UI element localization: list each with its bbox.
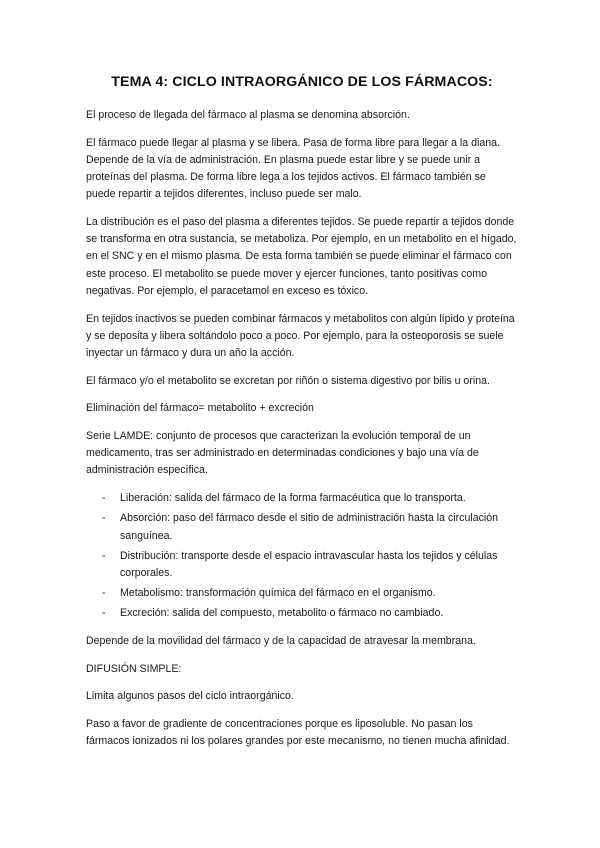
paragraph-elimination-formula: Eliminación del fármaco= metabolito + excreción	[86, 402, 314, 415]
paragraph-limits-steps: Limita algunos pasos del ciclo intraorgánico.	[86, 690, 294, 703]
lamde-list	[86, 490, 518, 622]
list-item-text: Absorción: paso del fármaco desde el sitio de administración hasta la circulación sanguínea.	[120, 512, 499, 542]
list-item-text: Excreción: salida del compuesto, metabolito o fármaco no cambiado.	[120, 607, 444, 620]
paragraph-lamde-definition: Serie LAMDE: conjunto de procesos que caracterizan la evolución temporal de un medicamento, tras ser administrado en determinadas condiciones y bajo una vía de administración específica.	[86, 430, 479, 477]
bullet-dash: -	[102, 512, 106, 525]
list-item	[86, 490, 518, 507]
list-item	[86, 585, 518, 602]
list-item	[86, 510, 518, 544]
list-item-text: Metabolismo: transformación química del fármaco en el organismo.	[120, 587, 436, 600]
paragraph-excretion: El fármaco y/o el metabolito se excretan por riñón o sistema digestivo por bilis u orina.	[86, 374, 490, 387]
list-item	[86, 605, 518, 622]
bullet-dash: -	[102, 492, 106, 505]
paragraph-absorption-intro: El proceso de llegada del fármaco al plasma se denomina absorción.	[86, 109, 410, 121]
paragraph-membrane-mobility: Depende de la movilidad del fármaco y de la capacidad de atravesar la membrana.	[86, 635, 476, 648]
section-heading-simple-diffusion: DIFUSIÓN SIMPLE:	[86, 662, 182, 675]
page-title: TEMA 4: CICLO INTRAORGÁNICO DE LOS FÁRMACOS:	[111, 74, 493, 90]
document-body	[86, 74, 518, 761]
bullet-dash: -	[102, 587, 106, 600]
bullet-dash: -	[102, 607, 106, 620]
paragraph-inactive-tissues: En tejidos inactivos se pueden combinar fármacos y metabolitos con algún lípido y proteína y se deposita y libera soltándolo poco a poco. Por ejemplo, para la osteoporosis se suele inyectar un fármaco y dura un año la acción.	[86, 312, 515, 359]
list-item-text: Distribución: transporte desde el espacio intravascular hasta los tejidos y células corporales.	[120, 549, 498, 579]
list-item	[86, 548, 518, 582]
list-item-text: Liberación: salida del fármaco de la forma farmacéutica que lo transporta.	[120, 492, 466, 505]
paragraph-distribution: La distribución es el paso del plasma a diferentes tejidos. Se puede repartir a tejidos donde se transforma en otra sustancia, se metaboliza. Por ejemplo, en un metabolito en el hígado, en el SNC y en el mismo plasma. De esta forma también se puede eliminar el fármaco con este proceso. El metabolito se puede mover y ejercer funciones, tanto positivas como negativas. Por ejemplo, el paracetamol en exceso es tóxico.	[86, 216, 517, 297]
paragraph-plasma-release: El fármaco puede llegar al plasma y se libera. Pasa de forma libre para llegar a la diana. Depende de la vía de administración. En plasma puede estar libre y se puede unir a proteínas del plasma. De forma libre lega a los tejidos activos. El fármaco también se puede repartir a tejidos diferentes, incluso puede ser malo.	[86, 136, 500, 201]
paragraph-concentration-gradient: Paso a favor de gradiente de concentraciones porque es liposoluble. No pasan los fármacos ionizados ni los polares grandes por este mecanismo, no tienen mucha afinidad.	[86, 718, 510, 748]
bullet-dash: -	[102, 549, 106, 562]
